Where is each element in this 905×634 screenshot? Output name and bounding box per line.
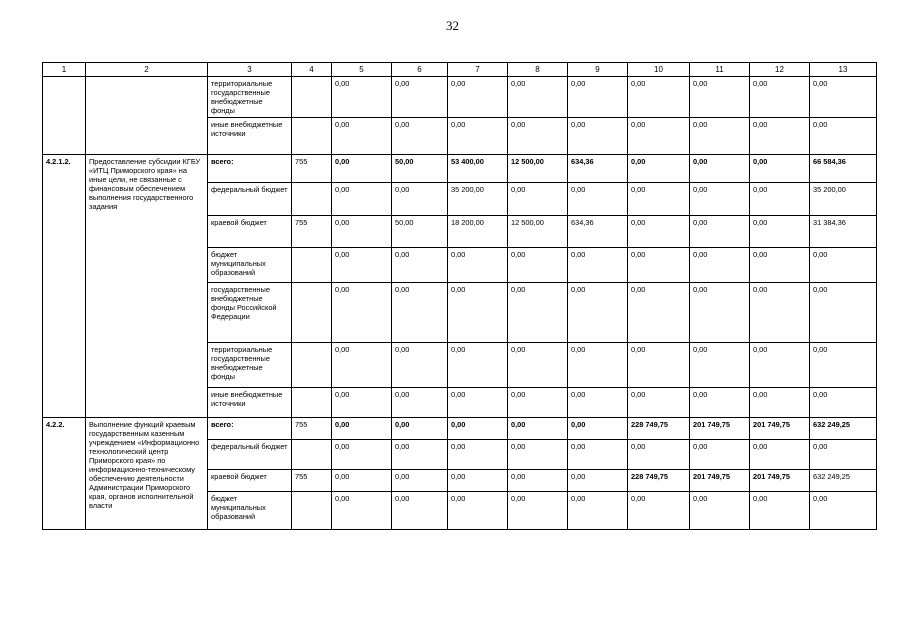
header-cell: 2 [86,63,208,77]
value-cell: 0,00 [508,248,568,283]
value-cell: 0,00 [392,77,448,118]
value-cell: 0,00 [568,418,628,440]
header-cell: 10 [628,63,690,77]
value-cell: 0,00 [628,155,690,183]
funding-source: иные внебюджетные источники [208,388,292,418]
funding-source: территориальные государственные внебюджетные фонды [208,77,292,118]
value-cell: 0,00 [750,492,810,530]
funding-source: бюджет муниципальных образований [208,492,292,530]
value-cell: 0,00 [508,343,568,388]
funding-source: краевой бюджет [208,470,292,492]
funding-source: территориальные государственные внебюджетные фонды [208,343,292,388]
value-cell: 0,00 [392,118,448,155]
header-cell: 8 [508,63,568,77]
header-cell: 4 [292,63,332,77]
value-cell: 0,00 [448,77,508,118]
value-cell: 0,00 [690,492,750,530]
value-cell: 0,00 [568,248,628,283]
grbs-code [292,440,332,470]
value-cell: 0,00 [392,248,448,283]
value-cell: 50,00 [392,216,448,248]
value-cell: 0,00 [392,492,448,530]
item-title [86,77,208,155]
value-cell: 31 384,36 [810,216,877,248]
header-cell: 12 [750,63,810,77]
value-cell: 201 749,75 [690,470,750,492]
value-cell: 0,00 [628,118,690,155]
value-cell: 0,00 [508,183,568,216]
value-cell: 0,00 [690,183,750,216]
value-cell: 0,00 [448,248,508,283]
value-cell: 0,00 [628,77,690,118]
funding-source: всего: [208,155,292,183]
value-cell: 0,00 [568,77,628,118]
value-cell: 0,00 [448,343,508,388]
value-cell: 0,00 [392,183,448,216]
value-cell: 0,00 [392,470,448,492]
value-cell: 0,00 [750,440,810,470]
value-cell: 50,00 [392,155,448,183]
value-cell: 0,00 [392,283,448,343]
value-cell: 0,00 [810,440,877,470]
item-code [43,77,86,155]
value-cell: 0,00 [690,440,750,470]
value-cell: 66 584,36 [810,155,877,183]
value-cell: 0,00 [448,418,508,440]
value-cell: 0,00 [332,248,392,283]
value-cell: 0,00 [332,388,392,418]
value-cell: 0,00 [750,183,810,216]
value-cell: 0,00 [332,343,392,388]
header-cell: 11 [690,63,750,77]
value-cell: 35 200,00 [448,183,508,216]
value-cell: 0,00 [690,388,750,418]
grbs-code [292,343,332,388]
value-cell: 0,00 [750,248,810,283]
value-cell: 0,00 [750,283,810,343]
value-cell: 0,00 [448,470,508,492]
header-row [43,63,877,77]
funding-source: иные внебюджетные источники [208,118,292,155]
value-cell: 0,00 [332,155,392,183]
value-cell: 0,00 [750,77,810,118]
grbs-code [292,388,332,418]
value-cell: 0,00 [628,388,690,418]
grbs-code: 755 [292,155,332,183]
value-cell: 0,00 [332,216,392,248]
page-number: 32 [446,18,459,33]
value-cell: 0,00 [750,343,810,388]
value-cell: 0,00 [810,77,877,118]
funding-source: всего: [208,418,292,440]
value-cell: 0,00 [568,118,628,155]
value-cell: 0,00 [448,388,508,418]
value-cell: 634,36 [568,155,628,183]
value-cell: 53 400,00 [448,155,508,183]
table-row [43,77,877,118]
table-row [43,418,877,440]
value-cell: 0,00 [508,77,568,118]
value-cell: 0,00 [628,248,690,283]
value-cell: 0,00 [508,492,568,530]
value-cell: 12 500,00 [508,155,568,183]
value-cell: 0,00 [568,492,628,530]
funding-source: федеральный бюджет [208,440,292,470]
value-cell: 0,00 [750,388,810,418]
value-cell: 0,00 [810,388,877,418]
value-cell: 0,00 [508,470,568,492]
value-cell: 0,00 [332,418,392,440]
grbs-code [292,77,332,118]
value-cell: 632 249,25 [810,418,877,440]
table-row [43,155,877,183]
value-cell: 0,00 [628,492,690,530]
grbs-code [292,183,332,216]
value-cell: 0,00 [332,440,392,470]
value-cell: 228 749,75 [628,418,690,440]
grbs-code: 755 [292,216,332,248]
funding-source: бюджет муниципальных образований [208,248,292,283]
value-cell: 201 749,75 [750,418,810,440]
budget-table [42,62,877,530]
value-cell: 0,00 [332,470,392,492]
value-cell: 0,00 [690,216,750,248]
value-cell: 0,00 [690,343,750,388]
grbs-code: 755 [292,418,332,440]
value-cell: 0,00 [568,183,628,216]
value-cell: 12 500,00 [508,216,568,248]
value-cell: 0,00 [392,440,448,470]
value-cell: 0,00 [448,492,508,530]
value-cell: 0,00 [750,118,810,155]
value-cell: 18 200,00 [448,216,508,248]
value-cell: 0,00 [508,418,568,440]
value-cell: 0,00 [810,118,877,155]
header-cell: 3 [208,63,292,77]
value-cell: 0,00 [332,183,392,216]
value-cell: 0,00 [332,118,392,155]
value-cell: 634,36 [568,216,628,248]
value-cell: 0,00 [332,77,392,118]
value-cell: 0,00 [810,248,877,283]
grbs-code [292,248,332,283]
value-cell: 0,00 [448,283,508,343]
grbs-code: 755 [292,470,332,492]
value-cell: 0,00 [392,388,448,418]
value-cell: 0,00 [568,343,628,388]
value-cell: 0,00 [568,388,628,418]
value-cell: 0,00 [508,118,568,155]
item-title: Предоставление субсидии КГБУ «ИТЦ Приморского края» на иные цели, не связанные с финансовым обеспечением выполнения государственного задания [86,155,208,418]
value-cell: 0,00 [628,216,690,248]
value-cell: 0,00 [690,283,750,343]
value-cell: 0,00 [332,492,392,530]
value-cell: 0,00 [508,388,568,418]
funding-source: федеральный бюджет [208,183,292,216]
value-cell: 0,00 [568,283,628,343]
value-cell: 0,00 [508,283,568,343]
header-cell: 9 [568,63,628,77]
item-title: Выполнение функций краевым государственным казенным учреждением «Информационно технологический центр Приморского края» по информационно-техническому обеспечению деятельности Администрации Приморского края, органов исполнительной власти [86,418,208,530]
value-cell: 0,00 [332,283,392,343]
value-cell: 0,00 [508,440,568,470]
value-cell: 0,00 [810,492,877,530]
header-cell: 6 [392,63,448,77]
value-cell: 0,00 [750,216,810,248]
item-code: 4.2.1.2. [43,155,86,418]
grbs-code [292,118,332,155]
value-cell: 0,00 [628,440,690,470]
value-cell: 0,00 [690,77,750,118]
value-cell: 0,00 [568,470,628,492]
value-cell: 0,00 [690,248,750,283]
grbs-code [292,283,332,343]
funding-source: краевой бюджет [208,216,292,248]
value-cell: 0,00 [810,343,877,388]
grbs-code [292,492,332,530]
header-cell: 5 [332,63,392,77]
value-cell: 0,00 [628,183,690,216]
value-cell: 0,00 [392,343,448,388]
header-cell: 1 [43,63,86,77]
value-cell: 0,00 [392,418,448,440]
value-cell: 0,00 [628,283,690,343]
value-cell: 0,00 [448,118,508,155]
value-cell: 0,00 [448,440,508,470]
value-cell: 35 200,00 [810,183,877,216]
value-cell: 632 249,25 [810,470,877,492]
value-cell: 228 749,75 [628,470,690,492]
value-cell: 201 749,75 [750,470,810,492]
value-cell: 0,00 [628,343,690,388]
header-cell: 7 [448,63,508,77]
header-cell: 13 [810,63,877,77]
funding-source: государственные внебюджетные фонды Российской Федерации [208,283,292,343]
value-cell: 0,00 [690,155,750,183]
item-code: 4.2.2. [43,418,86,530]
value-cell: 201 749,75 [690,418,750,440]
value-cell: 0,00 [810,283,877,343]
value-cell: 0,00 [568,440,628,470]
value-cell: 0,00 [750,155,810,183]
value-cell: 0,00 [690,118,750,155]
